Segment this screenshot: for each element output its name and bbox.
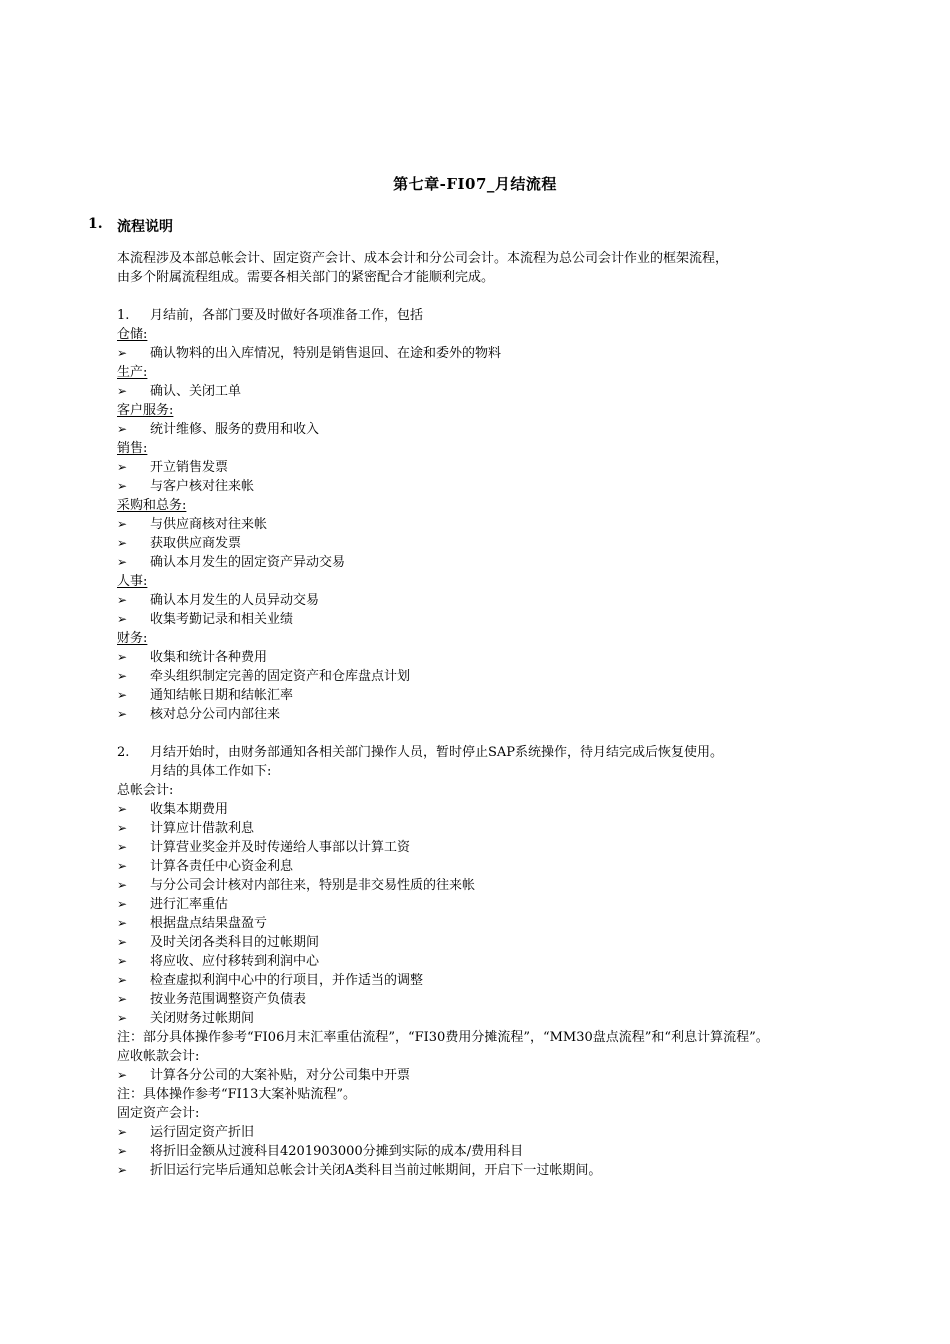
bullet-item [117, 686, 862, 705]
bullet-item [117, 971, 862, 990]
group-heading [117, 1047, 862, 1066]
arrow-bullet-icon: ➢ [117, 517, 128, 531]
bullet-item-text: 运行固定资产折旧 [150, 1125, 255, 1140]
bullet-item [117, 876, 862, 895]
note-text: 注：具体操作参考“FI13大案补贴流程”。 [117, 1087, 356, 1102]
bullet-item [117, 458, 862, 477]
bullet-item [117, 667, 862, 686]
bullet-item [117, 344, 862, 363]
step-2 [117, 743, 862, 762]
arrow-bullet-icon: ➢ [117, 916, 128, 930]
bullet-item [117, 382, 862, 401]
bullet-item [117, 1123, 862, 1142]
group-heading [117, 781, 862, 800]
bullet-item [117, 1066, 862, 1085]
bullet-item [117, 591, 862, 610]
intro-line: 由多个附属流程组成。需要各相关部门的紧密配合才能顺利完成。 [117, 270, 495, 285]
bullet-item [117, 857, 862, 876]
step-2-groups [117, 781, 862, 1180]
arrow-bullet-icon: ➢ [117, 1163, 128, 1177]
arrow-bullet-icon: ➢ [117, 897, 128, 911]
bullet-item [117, 553, 862, 572]
arrow-bullet-icon: ➢ [117, 954, 128, 968]
arrow-bullet-icon: ➢ [117, 859, 128, 873]
bullet-item-text: 通知结帐日期和结帐汇率 [150, 688, 294, 703]
bullet-item [117, 990, 862, 1009]
bullet-item [117, 610, 862, 629]
group-heading [117, 439, 862, 458]
bullet-item-text: 收集和统计各种费用 [150, 650, 268, 665]
bullet-item-text: 计算营业奖金并及时传递给人事部以计算工资 [150, 840, 411, 855]
bullet-item-text: 核对总分公司内部往来 [150, 707, 281, 722]
arrow-bullet-icon: ➢ [117, 555, 128, 569]
bullet-item-text: 与客户核对往来帐 [150, 479, 255, 494]
bullet-item-text: 检查虚拟利润中心中的行项目，并作适当的调整 [150, 973, 424, 988]
group-heading-text: 采购和总务: [117, 498, 187, 513]
step-2-subtext: 月结的具体工作如下: [150, 764, 272, 779]
group-heading-text: 生产: [117, 365, 148, 380]
group-heading-text: 仓储: [117, 327, 148, 342]
bullet-item-text: 牵头组织制定完善的固定资产和仓库盘点计划 [150, 669, 411, 684]
bullet-item [117, 1161, 862, 1180]
bullet-item [117, 648, 862, 667]
bullet-item-text: 计算各分公司的大案补贴，对分公司集中开票 [150, 1068, 411, 1083]
group-heading [117, 572, 862, 591]
step-1 [117, 306, 862, 325]
bullet-item-text: 将应收、应付移转到利润中心 [150, 954, 320, 969]
bullet-item [117, 515, 862, 534]
arrow-bullet-icon: ➢ [117, 669, 128, 683]
bullet-item [117, 800, 862, 819]
bullet-item-text: 根据盘点结果盘盈亏 [150, 916, 268, 931]
bullet-item [117, 420, 862, 439]
arrow-bullet-icon: ➢ [117, 1125, 128, 1139]
bullet-item-text: 确认物料的出入库情况，特别是销售退回、在途和委外的物料 [150, 346, 502, 361]
arrow-bullet-icon: ➢ [117, 650, 128, 664]
bullet-item [117, 477, 862, 496]
bullet-item [117, 1009, 862, 1028]
bullet-item-text: 与供应商核对往来帐 [150, 517, 268, 532]
group-heading [117, 325, 862, 344]
group-heading-text: 固定资产会计: [117, 1106, 200, 1121]
bullet-item-text: 收集本期费用 [150, 802, 229, 817]
bullet-item [117, 895, 862, 914]
bullet-item-text: 计算各责任中心资金利息 [150, 859, 294, 874]
bullet-item-text: 折旧运行完毕后通知总帐会计关闭A类科目当前过帐期间，开启下一过帐期间。 [150, 1163, 602, 1178]
bullet-item [117, 914, 862, 933]
step-text: 月结前，各部门要及时做好各项准备工作，包括 [150, 308, 424, 323]
arrow-bullet-icon: ➢ [117, 422, 128, 436]
bullet-item [117, 933, 862, 952]
section-title: 流程说明 [117, 219, 173, 235]
document-body [117, 249, 862, 1180]
bullet-item-text: 将折旧金额从过渡科目4201903000分摊到实际的成本/费用科目 [150, 1144, 524, 1159]
group-heading-text: 总帐会计: [117, 783, 174, 798]
arrow-bullet-icon: ➢ [117, 460, 128, 474]
bullet-item-text: 及时关闭各类科目的过帐期间 [150, 935, 320, 950]
page-title: 第七章-FI07_月结流程 [393, 175, 557, 193]
bullet-item [117, 819, 862, 838]
arrow-bullet-icon: ➢ [117, 479, 128, 493]
group-heading-text: 应收帐款会计: [117, 1049, 200, 1064]
arrow-bullet-icon: ➢ [117, 612, 128, 626]
arrow-bullet-icon: ➢ [117, 878, 128, 892]
bullet-item [117, 534, 862, 553]
group-heading [117, 401, 862, 420]
bullet-item-text: 确认、关闭工单 [150, 384, 242, 399]
step-1-groups [117, 325, 862, 724]
bullet-item [117, 838, 862, 857]
bullet-item [117, 952, 862, 971]
arrow-bullet-icon: ➢ [117, 802, 128, 816]
arrow-bullet-icon: ➢ [117, 1068, 128, 1082]
bullet-item-text: 获取供应商发票 [150, 536, 242, 551]
bullet-item-text: 开立销售发票 [150, 460, 229, 475]
intro-line: 本流程涉及本部总帐会计、固定资产会计、成本会计和分公司会计。本流程为总公司会计作业的框架流程， [117, 251, 729, 266]
arrow-bullet-icon: ➢ [117, 821, 128, 835]
arrow-bullet-icon: ➢ [117, 973, 128, 987]
arrow-bullet-icon: ➢ [117, 346, 128, 360]
bullet-item-text: 关闭财务过帐期间 [150, 1011, 255, 1026]
bullet-item-text: 收集考勤记录和相关业绩 [150, 612, 294, 627]
arrow-bullet-icon: ➢ [117, 384, 128, 398]
step-number: 1. [117, 308, 130, 323]
arrow-bullet-icon: ➢ [117, 1011, 128, 1025]
group-heading-text: 财务: [117, 631, 148, 646]
group-heading-text: 人事: [117, 574, 148, 589]
bullet-item [117, 705, 862, 724]
arrow-bullet-icon: ➢ [117, 593, 128, 607]
bullet-item-text: 确认本月发生的人员异动交易 [150, 593, 320, 608]
group-heading [117, 629, 862, 648]
group-heading [117, 1104, 862, 1123]
arrow-bullet-icon: ➢ [117, 992, 128, 1006]
arrow-bullet-icon: ➢ [117, 935, 128, 949]
note-text: 注：部分具体操作参考“FI06月末汇率重估流程”，“FI30费用分摊流程”，“MM30盘点流程”和“利息计算流程”。 [117, 1030, 769, 1045]
group-heading-text: 销售: [117, 441, 148, 456]
section-number: 1. [88, 216, 103, 232]
group-heading-text: 客户服务: [117, 403, 174, 418]
arrow-bullet-icon: ➢ [117, 840, 128, 854]
step-text: 月结开始时，由财务部通知各相关部门操作人员，暂时停止SAP系统操作，待月结完成后恢复使用。 [150, 745, 724, 760]
group-heading [117, 496, 862, 515]
bullet-item [117, 1142, 862, 1161]
bullet-item-text: 按业务范围调整资产负债表 [150, 992, 307, 1007]
arrow-bullet-icon: ➢ [117, 1144, 128, 1158]
bullet-item-text: 进行汇率重估 [150, 897, 229, 912]
group-heading [117, 363, 862, 382]
bullet-item-text: 与分公司会计核对内部往来，特别是非交易性质的往来帐 [150, 878, 476, 893]
arrow-bullet-icon: ➢ [117, 707, 128, 721]
arrow-bullet-icon: ➢ [117, 688, 128, 702]
bullet-item-text: 计算应计借款利息 [150, 821, 255, 836]
bullet-item-text: 确认本月发生的固定资产异动交易 [150, 555, 346, 570]
bullet-item-text: 统计维修、服务的费用和收入 [150, 422, 320, 437]
arrow-bullet-icon: ➢ [117, 536, 128, 550]
step-number: 2. [117, 745, 130, 760]
